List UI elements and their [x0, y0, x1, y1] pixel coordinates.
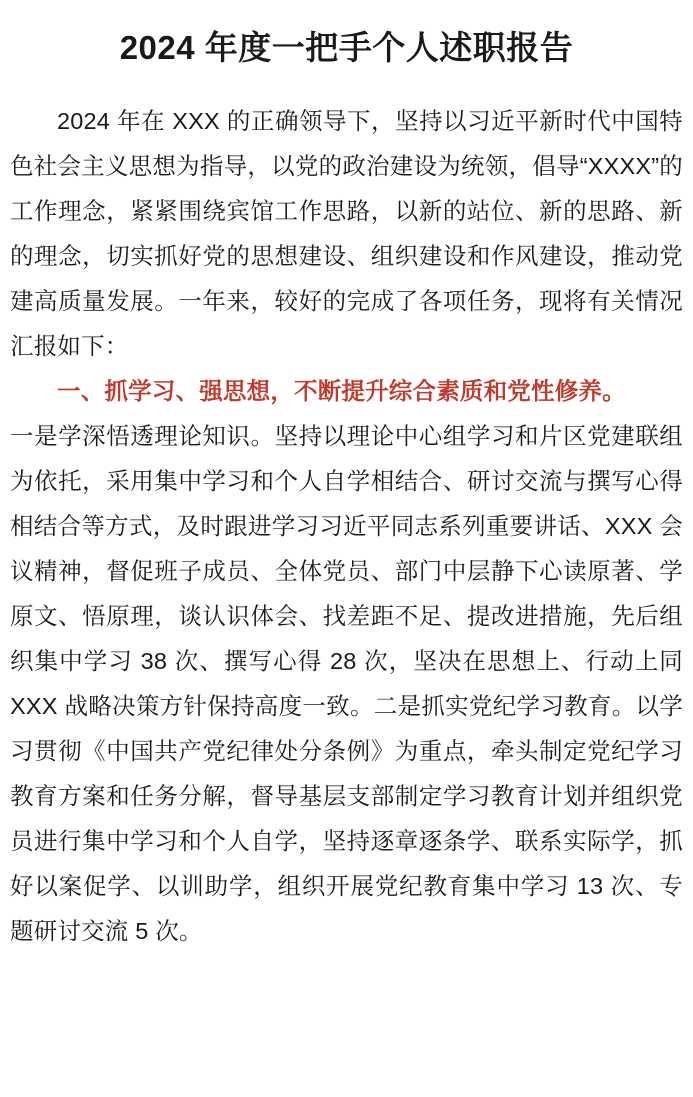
section-one-body: 一是学深悟透理论知识。坚持以理论中心组学习和片区党建联组为依托，采用集中学习和个人自学相结合、研讨交流与撰写心得相结合等方式，及时跟进学习习近平同志系列重要讲话、XXX 会议精神，督促班子成员、全体党员、部门中层静下心读原著、学原文、悟原理，谈认识体会、找差距不足、提改进措施，先后组织集中学习 38 次、撰写心得 28 次，坚决在思想上、行动上同 XXX 战略决策方针保持高度一致。二是抓实党纪学习教育。以学习贯彻《中国共产党纪律处分条例》为重点，牵头制定党纪学习教育方案和任务分解，督导基层支部制定学习教育计划并组织党员进行集中学习和个人自学，坚持逐章逐条学、联系实际学，抓好以案促学、以训助学，组织开展党纪教育集中学习 13 次、专题研讨交流 5 次。 — [10, 422, 683, 944]
page-title: 2024 年度一把手个人述职报告 — [119, 29, 574, 66]
intro-paragraph: 2024 年在 XXX 的正确领导下，坚持以习近平新时代中国特色社会主义思想为指导，以党的政治建设为统领，倡导“XXXX”的工作理念，紧紧围绕宾馆工作思路，以新的站位、新的思路、新的理念，切实抓好党的思想建设、组织建设和作风建设，推动党建高质量发展。一年来，较好的完成了各项任务，现将有关情况汇报如下： — [10, 107, 683, 359]
section-heading-one: 一、抓学习、强思想，不断提升综合素质和党性修养。 — [57, 377, 626, 404]
